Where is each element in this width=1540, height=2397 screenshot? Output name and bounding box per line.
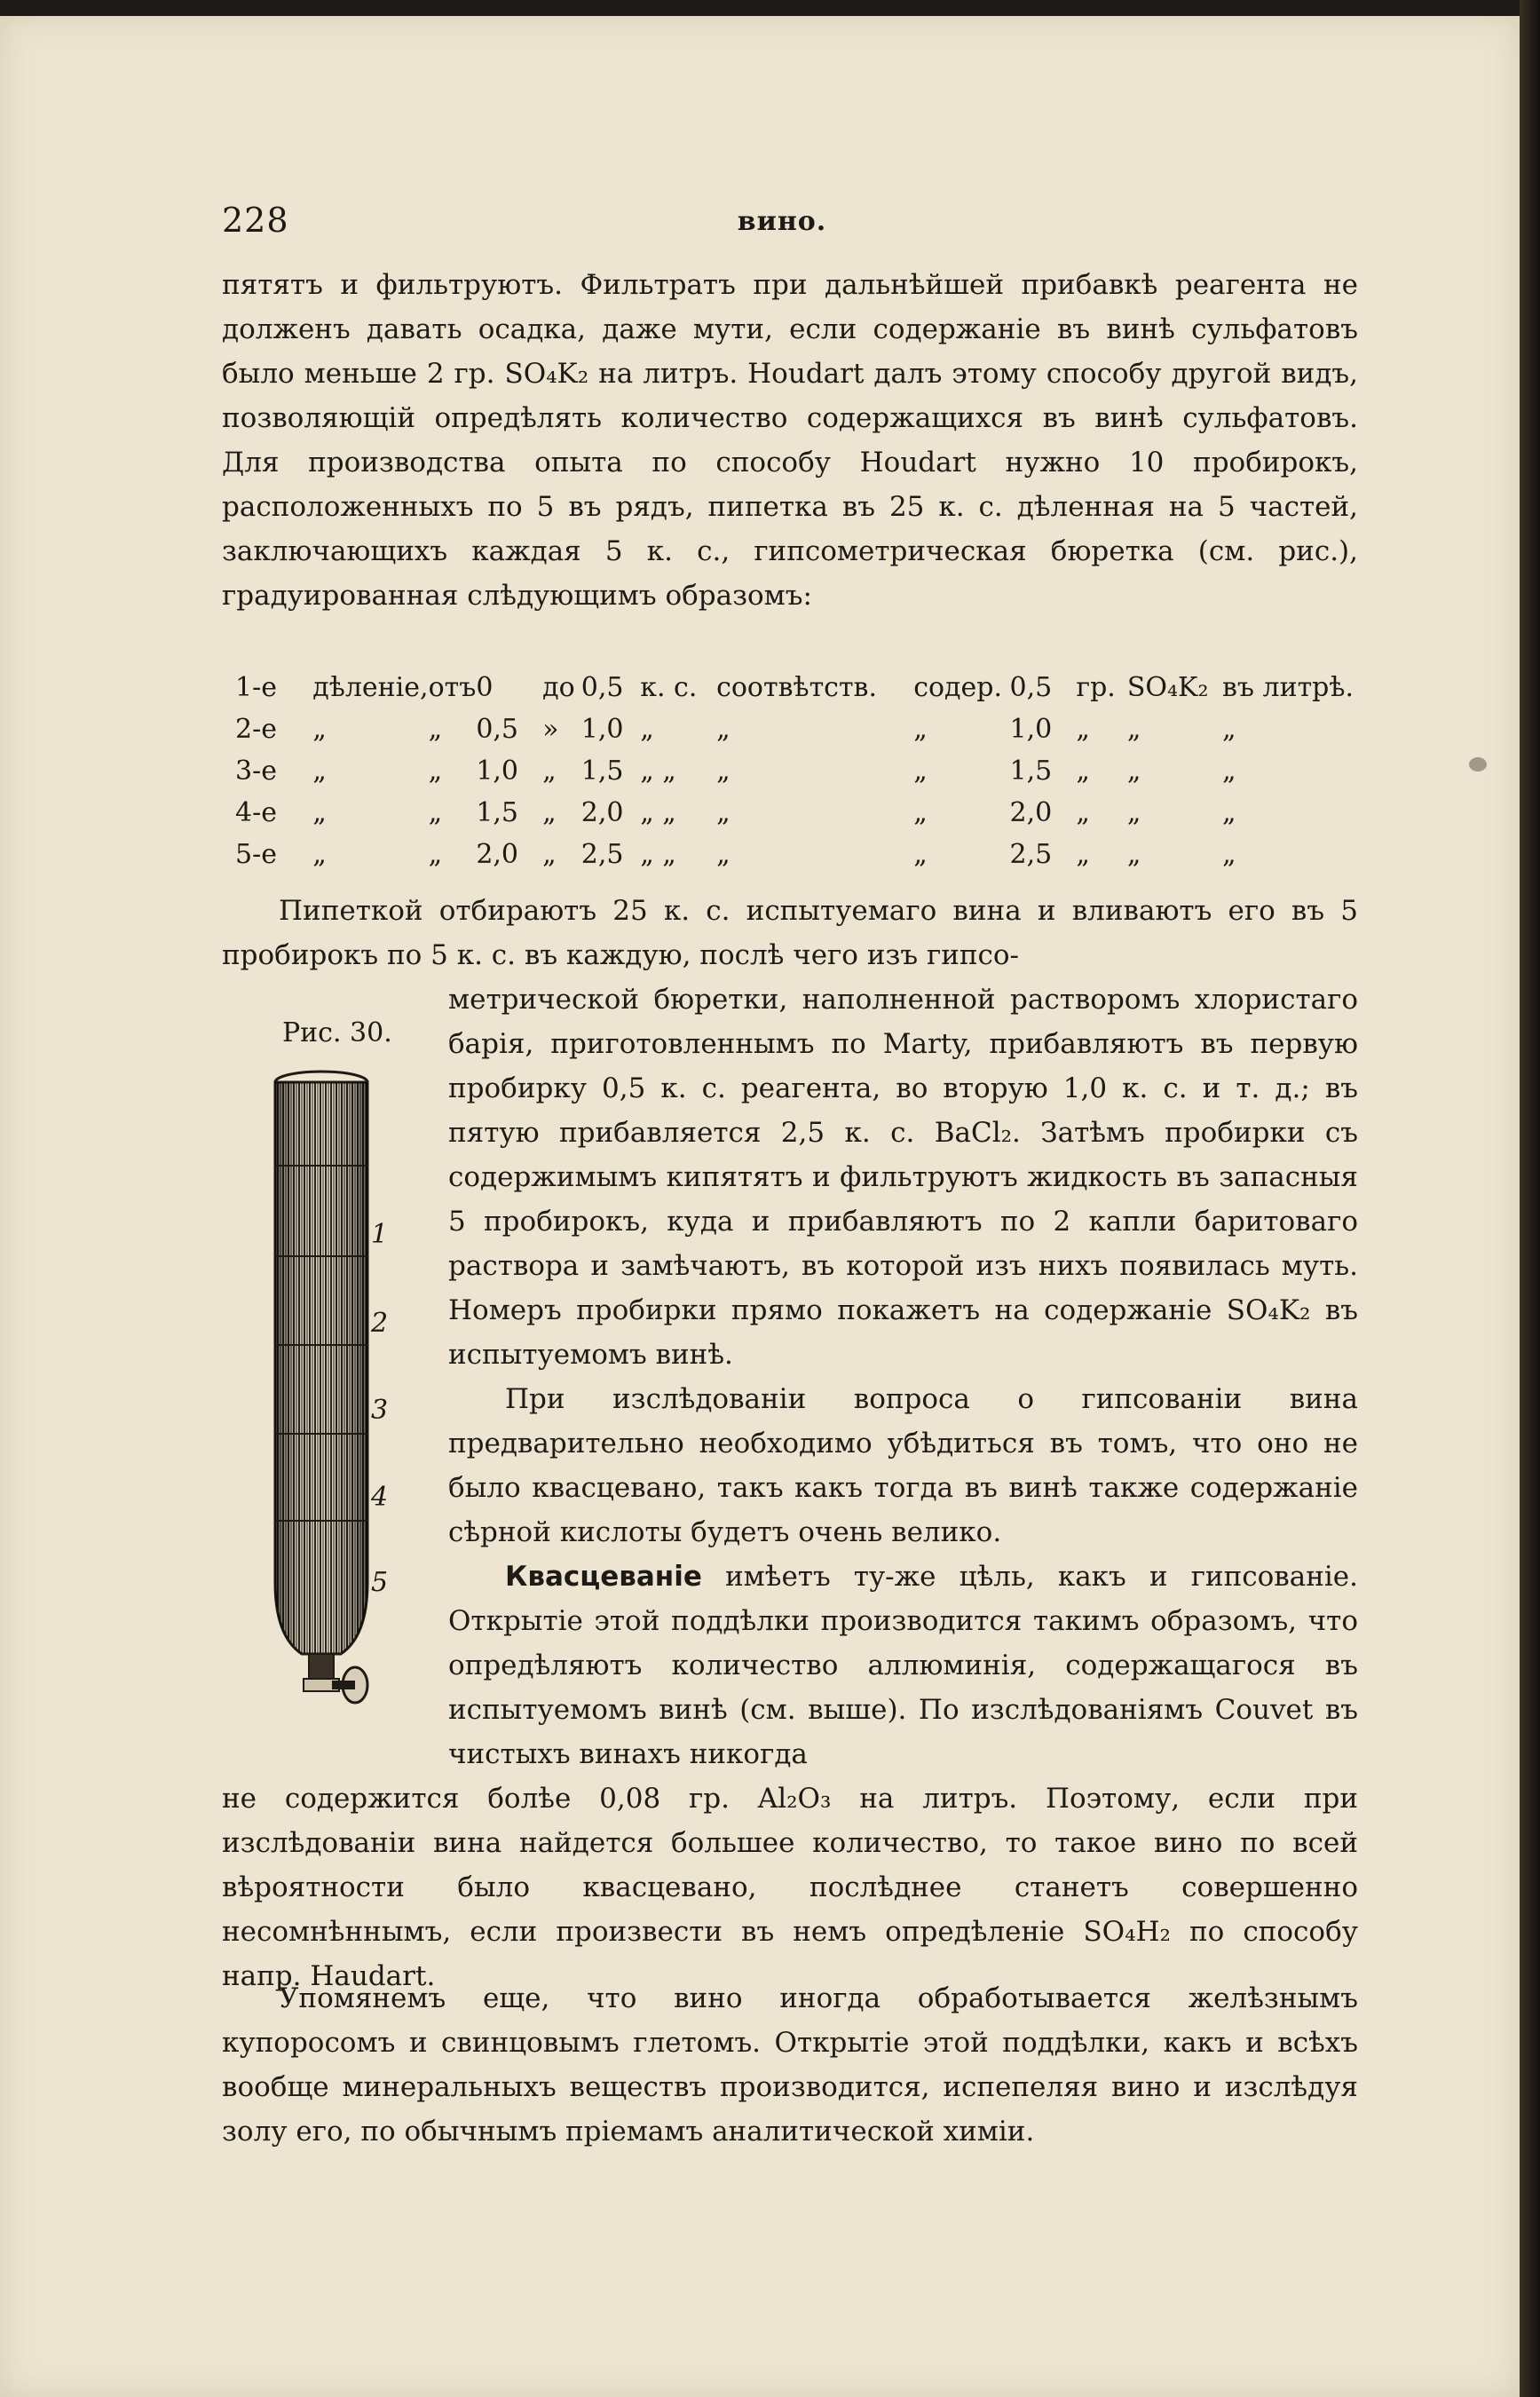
table-cell: 1,0 (580, 714, 624, 745)
table-cell: „ (428, 797, 443, 828)
table-cell: до (542, 672, 575, 703)
table-cell: 4-е (235, 797, 277, 828)
graduation-label-4: 4 (371, 1482, 389, 1513)
term-alum: Квасцеваніе (505, 1561, 702, 1593)
table-cell: 0,5 (476, 714, 519, 745)
table-cell: „ (1126, 839, 1141, 870)
table-cell: „ (640, 714, 654, 745)
right-column-text (448, 977, 1358, 1776)
figure-caption: Рис. 30. (282, 1017, 392, 1048)
paragraph-pipette-start: Пипеткой отбираютъ 25 к. с. испытуемаго вина и вливаютъ его въ 5 пробирокъ по 5 к. с. въ каждую, послѣ чего изъ гипсо- (222, 895, 1358, 971)
graduation-table (235, 667, 1354, 875)
graduation-label-2: 2 (371, 1308, 389, 1339)
table-cell: „ (542, 797, 557, 828)
table-cell: „ (428, 714, 443, 745)
table-cell: „ (913, 714, 928, 745)
table-cell: 3-е (235, 755, 277, 787)
table-cell: „ (428, 839, 443, 870)
table-cell: 1,0 (476, 755, 519, 787)
table-cell: „ (716, 797, 731, 828)
table-cell: „ (312, 755, 327, 787)
table-cell: „ (913, 755, 928, 787)
table-cell: „ „ (640, 797, 676, 828)
table-cell: 1-е (235, 672, 277, 703)
table-cell: „ (1126, 714, 1141, 745)
table-cell: „ (542, 755, 557, 787)
table-cell: к. с. (640, 672, 698, 703)
page-number: 228 (222, 201, 289, 240)
table-cell: „ (1076, 797, 1090, 828)
table-cell: „ (1222, 797, 1236, 828)
table-cell: „ (428, 755, 443, 787)
burette-illustration (266, 1068, 399, 1716)
table-cell: 1,5 (476, 797, 519, 828)
graduation-label-1: 1 (371, 1219, 389, 1250)
paragraph-gypsum-note: При изслѣдованіи вопроса о гипсованіи вина предварительно необходимо убѣдиться въ томъ, что оно не было квасцевано, такъ какъ тогда въ винѣ также содержаніе сѣрной кислоты будетъ очень велико. (448, 1383, 1358, 1548)
table-cell: 0,5 (580, 672, 624, 703)
table-cell: „ (913, 797, 928, 828)
table-cell: „ (716, 839, 731, 870)
paragraph-pipette-continued: метрической бюретки, наполненной растворомъ хлористаго барія, приготовленнымъ по Marty, прибавляютъ въ первую пробирку 0,5 к. с. реагента, во вторую 1,0 к. с. и т. д.; въ пятую прибавляется 2,5 к. с. BaCl₂. Затѣмъ пробирки съ содержимымъ кипятятъ и фильтруютъ жидкость въ запасныя 5 пробирокъ, куда и прибавляютъ по 2 капли баритоваго раствора и замѣчаютъ, въ которой изъ нихъ появилась муть. Номеръ пробирки прямо покажетъ на содержаніе SO₄K₂ въ испытуемомъ винѣ. (448, 984, 1358, 1371)
table-row (235, 834, 1354, 875)
table-cell: „ (542, 839, 557, 870)
table-cell: 2-е (235, 714, 277, 745)
table-cell: 1,0 (1009, 714, 1053, 745)
table-cell: дѣленіе, (312, 672, 429, 703)
table-cell: „ (913, 839, 928, 870)
table-cell: 2,5 (1009, 839, 1053, 870)
table-cell: „ (1076, 839, 1090, 870)
table-cell: „ (716, 755, 731, 787)
table-cell: „ (1126, 755, 1141, 787)
table-row (235, 708, 1354, 750)
table-cell: гр. (1076, 672, 1116, 703)
graduation-label-3: 3 (371, 1395, 389, 1426)
table-cell: „ (716, 714, 731, 745)
table-cell: „ (1076, 755, 1090, 787)
table-cell: „ (1222, 714, 1236, 745)
table-cell: „ (312, 839, 327, 870)
page-edge-shadow (1520, 0, 1540, 2397)
table-cell: соотвѣтств. (716, 672, 877, 703)
table-cell: „ (1222, 755, 1236, 787)
paragraph-minerals: Упомянемъ еще, что вино иногда обработывается желѣзнымъ купоросомъ и свинцовымъ глетомъ. Открытіе этой поддѣлки, какъ и всѣхъ вообще минеральныхъ веществъ производится, испепеляя вино и изслѣдуя золу его, по обычнымъ пріемамъ аналитической химіи. (222, 1982, 1358, 2148)
table-cell: 0,5 (1009, 672, 1053, 703)
table-cell: 2,0 (476, 839, 519, 870)
table-cell: „ „ (640, 755, 676, 787)
table-cell: „ „ (640, 839, 676, 870)
table-cell: „ (312, 797, 327, 828)
table-cell: „ (1222, 839, 1236, 870)
table-row (235, 667, 1354, 708)
table-cell: SO₄K₂ (1126, 672, 1209, 703)
table-cell: » (542, 714, 559, 745)
paragraph-houdart-method: пятятъ и фильтруютъ. Фильтратъ при дальнѣйшей прибавкѣ реагента не долженъ давать осадка, даже мути, если содержаніе въ винѣ сульфатовъ было меньше 2 гр. SO₄K₂ на литръ. Houdart далъ этому способу другой видъ, позволяющій опредѣлять количество содержащихся въ винѣ сульфатовъ. Для производства опыта по способу Houdart нужно 10 пробирокъ, расположенныхъ по 5 въ рядъ, пипетка въ 25 к. с. дѣленная на 5 частей, заключающихъ каждая 5 к. с., гипсометрическая бюретка (см. рис.), градуированная слѣдующимъ образомъ: (222, 269, 1358, 612)
book-page (0, 16, 1520, 2397)
table-cell: „ (312, 714, 327, 745)
paragraph-alum-continued: не содержится болѣе 0,08 гр. Al₂O₃ на литръ. Поэтому, если при изслѣдованіи вина найдется большее количество, то такое вино по всей вѣроятности было квасцевано, послѣднее станетъ совершенно несомнѣннымъ, если произвести въ немъ опредѣленіе SO₄H₂ по способу напр. Haudart. (222, 1783, 1358, 1992)
table-cell: отъ (428, 672, 477, 703)
table-cell: „ (1126, 797, 1141, 828)
table-cell: 1,5 (580, 755, 624, 787)
graduation-label-5: 5 (371, 1567, 389, 1598)
table-row (235, 750, 1354, 792)
table-cell: 2,5 (580, 839, 624, 870)
ink-smudge (1469, 757, 1487, 771)
table-cell: 1,5 (1009, 755, 1053, 787)
table-cell: „ (1076, 714, 1090, 745)
table-cell: 5-е (235, 839, 277, 870)
table-cell: 2,0 (1009, 797, 1053, 828)
gypsometric-burette-figure (266, 1068, 399, 1716)
table-cell: въ литрѣ. (1222, 672, 1354, 703)
paragraph-alum-narrow-text: имѣетъ ту-же цѣль, какъ и гипсованіе. Открытіе этой поддѣлки производится такимъ образомъ, что опредѣляютъ количество аллюминія, содержащагося въ испытуемомъ винѣ (см. выше). По изслѣдованіямъ Couvet въ чистыхъ винахъ никогда (448, 1561, 1358, 1770)
table-row (235, 792, 1354, 834)
running-head (222, 201, 1342, 243)
running-title: вино. (737, 206, 827, 237)
table-cell: 2,0 (580, 797, 624, 828)
table-cell: 0 (476, 672, 494, 703)
table-cell: содер. (913, 672, 1003, 703)
paragraph-alum-narrow (448, 1554, 1358, 1776)
